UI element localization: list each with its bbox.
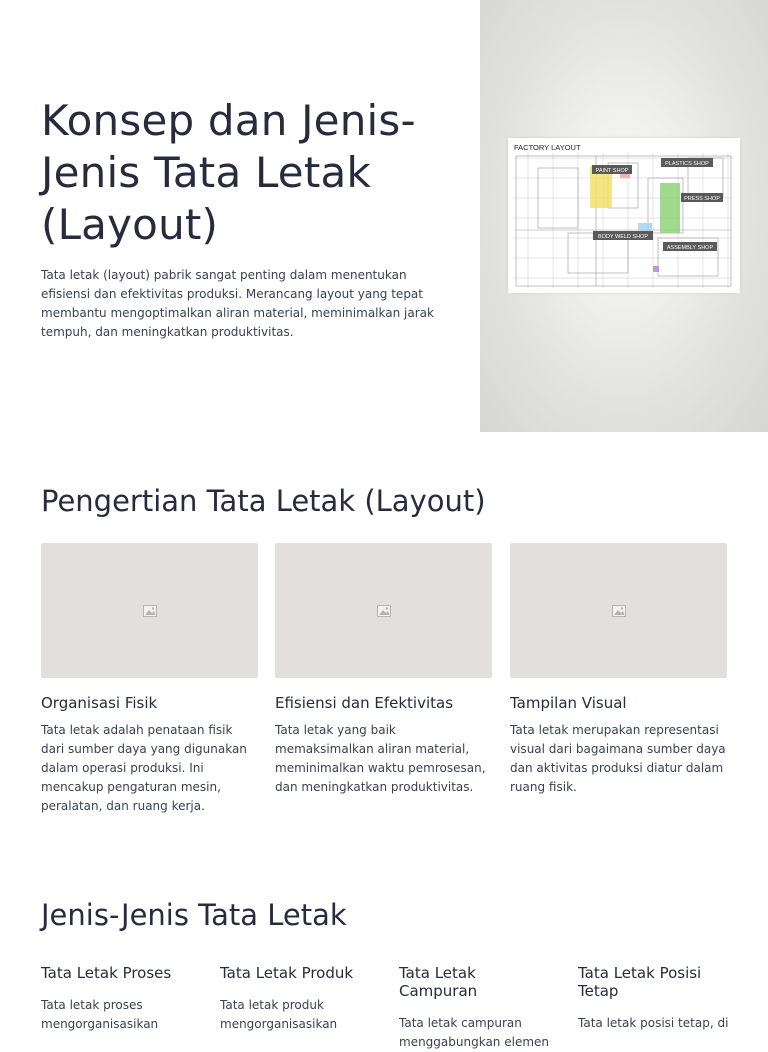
body-weld-shop-label: BODY WELD SHOP bbox=[597, 234, 649, 240]
press-shop-label: PRESS SHOP bbox=[684, 196, 720, 202]
factory-layout-heading: FACTORY LAYOUT bbox=[514, 143, 581, 152]
image-placeholder-icon bbox=[377, 605, 391, 617]
type-description: Tata letak campuran menggabungkan elemen bbox=[399, 1016, 549, 1049]
card-title: Efisiensi dan Efektivitas bbox=[275, 694, 454, 712]
type-title: Tata Letak Campuran bbox=[399, 964, 478, 1000]
card-tampilan-visual bbox=[510, 543, 727, 797]
type-title: Tata Letak Proses bbox=[41, 964, 172, 982]
hero-image-panel bbox=[480, 0, 768, 432]
type-item-produk bbox=[220, 964, 375, 1034]
paint-shop-label: PAINT SHOP bbox=[595, 168, 629, 174]
image-placeholder-icon bbox=[143, 605, 157, 617]
type-title: Tata Letak Posisi Tetap bbox=[578, 964, 702, 1000]
factory-layout-image bbox=[508, 138, 740, 293]
card-image bbox=[275, 543, 492, 678]
hero-section bbox=[0, 0, 768, 432]
type-item-campuran bbox=[399, 964, 554, 1052]
card-efisiensi-efektivitas bbox=[275, 543, 492, 797]
definition-section-title: Pengertian Tata Letak (Layout) bbox=[41, 484, 486, 518]
card-description: Tata letak yang baik memaksimalkan aliran material, meminimalkan waktu pemrosesan, dan meningkatkan produktivitas. bbox=[275, 723, 486, 794]
page-title: Konsep dan Jenis-Jenis Tata Letak (Layout) bbox=[41, 96, 416, 249]
card-title: Organisasi Fisik bbox=[41, 694, 158, 712]
card-title: Tampilan Visual bbox=[510, 694, 627, 712]
plastics-shop-label: PLASTICS SHOP bbox=[665, 161, 709, 167]
type-description: Tata letak proses mengorganisasikan bbox=[41, 998, 159, 1031]
card-image bbox=[41, 543, 258, 678]
assembly-shop-label: ASSEMBLY SHOP bbox=[666, 245, 714, 251]
hero-description: Tata letak (layout) pabrik sangat penting dalam menentukan efisiensi dan efektivitas produksi. Merancang layout yang tepat membantu mengoptimalkan aliran material, meminimalkan jarak tempuh, dan meningkatkan produktivitas. bbox=[41, 268, 434, 339]
image-placeholder-icon bbox=[612, 605, 626, 617]
type-description: Tata letak posisi tetap, di bbox=[578, 1016, 729, 1030]
type-title: Tata Letak Produk bbox=[220, 964, 354, 982]
types-section-title: Jenis-Jenis Tata Letak bbox=[41, 898, 347, 932]
card-description: Tata letak merupakan representasi visual dari bagaimana sumber daya dan aktivitas produksi diatur dalam ruang fisik. bbox=[510, 723, 726, 794]
card-description: Tata letak adalah penataan fisik dari sumber daya yang digunakan dalam operasi produksi. Ini mencakup pengaturan mesin, peralatan, dan ruang kerja. bbox=[41, 723, 247, 813]
type-item-proses bbox=[41, 964, 196, 1034]
card-image bbox=[510, 543, 727, 678]
card-organisasi-fisik bbox=[41, 543, 258, 816]
type-description: Tata letak produk mengorganisasikan bbox=[220, 998, 338, 1031]
type-item-posisi-tetap bbox=[578, 964, 733, 1033]
